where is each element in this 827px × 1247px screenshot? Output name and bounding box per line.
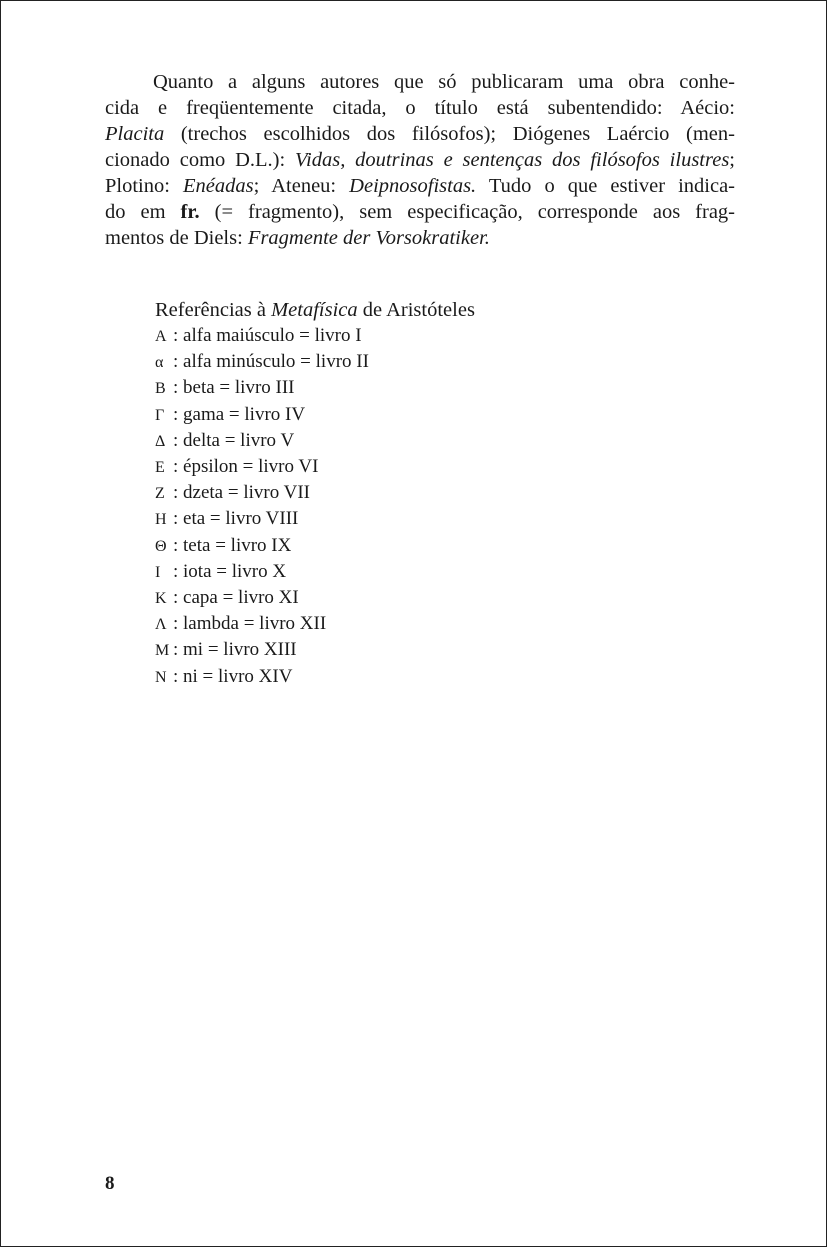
- greek-letter-symbol: Θ: [155, 537, 167, 555]
- greek-letter-symbol: Ν: [155, 668, 167, 686]
- reference-text: : delta = livro V: [173, 429, 295, 451]
- reference-text: : capa = livro XI: [173, 587, 299, 609]
- reference-item: [155, 506, 475, 532]
- reference-item: [155, 480, 475, 506]
- reference-text: : mi = livro XIII: [173, 639, 297, 661]
- reference-text: : gama = livro IV: [173, 403, 306, 425]
- reference-item: [155, 454, 475, 480]
- references-heading: [155, 297, 475, 323]
- greek-letter-symbol: Α: [155, 328, 167, 345]
- reference-item: [155, 559, 475, 585]
- greek-letter-symbol: Δ: [155, 432, 166, 450]
- vidas-title: Vidas, doutrinas e sentenças dos filósofos ilustres: [295, 149, 730, 171]
- reference-text: : eta = livro VIII: [173, 508, 299, 530]
- intro-line-5: [105, 173, 735, 199]
- reference-item: [155, 533, 475, 559]
- intro-paragraph: [105, 69, 735, 251]
- greek-letter-symbol: α: [155, 354, 164, 372]
- intro-line-7-text: mentos de Diels:: [105, 227, 243, 249]
- greek-letter-symbol: Η: [155, 511, 167, 529]
- reference-text: : ni = livro XIV: [173, 665, 293, 687]
- intro-line-1: Quanto a alguns autores que só publicaram uma obra conhe-: [153, 71, 735, 93]
- references-heading-pre: Referências à: [155, 299, 272, 321]
- references-heading-post: de Aristóteles: [357, 299, 475, 321]
- placita-title: Placita: [105, 123, 165, 145]
- reference-text: : dzeta = livro VII: [173, 482, 310, 504]
- deipnosofistas-title: Deipnosofistas.: [349, 175, 477, 197]
- metaphysics-references: [155, 297, 475, 690]
- intro-line-3-text: (trechos escolhidos dos filósofos); Diógenes Laércio (men-: [180, 123, 735, 145]
- reference-item: [155, 375, 475, 401]
- intro-line-4-text: cionado como D.L.):: [105, 149, 286, 171]
- reference-item: [155, 402, 475, 428]
- reference-list: [155, 323, 475, 690]
- greek-letter-symbol: Β: [155, 380, 166, 398]
- eneadas-title: Enéadas: [183, 175, 254, 197]
- greek-letter-symbol: Ζ: [155, 485, 165, 503]
- intro-line-7: [105, 225, 735, 251]
- reference-text: : beta = livro III: [173, 377, 295, 399]
- fr-abbrev: fr.: [180, 201, 200, 223]
- greek-letter-symbol: Κ: [155, 590, 167, 608]
- ateneu-text: ; Ateneu:: [253, 175, 350, 197]
- reference-item: [155, 664, 475, 690]
- reference-text: : lambda = livro XII: [173, 613, 327, 635]
- page-number: 8: [105, 1173, 115, 1194]
- reference-item: [155, 349, 475, 375]
- fragmente-title: Fragmente der Vorsokratiker.: [247, 227, 490, 249]
- tudo-text: Tudo o que estiver indica-: [476, 175, 736, 197]
- intro-line-4: [105, 147, 735, 173]
- reference-item: [155, 637, 475, 663]
- intro-line-3: [105, 121, 735, 147]
- metafisica-title: Metafísica: [271, 299, 358, 321]
- intro-line-6: [105, 199, 735, 225]
- greek-letter-symbol: Ι: [155, 563, 161, 581]
- reference-item: [155, 428, 475, 454]
- intro-line-2: cida e freqüentemente citada, o título está subentendido: Aécio:: [105, 97, 735, 119]
- reference-text: : iota = livro X: [173, 560, 287, 582]
- greek-letter-symbol: Λ: [155, 616, 167, 634]
- intro-line-6-text: do em: [105, 201, 166, 223]
- reference-item: [155, 323, 475, 349]
- vidas-punct: ;: [729, 149, 735, 171]
- reference-item: [155, 585, 475, 611]
- reference-text: : épsilon = livro VI: [173, 456, 319, 478]
- reference-item: [155, 611, 475, 637]
- greek-letter-symbol: Γ: [155, 406, 165, 424]
- reference-text: : alfa minúsculo = livro II: [173, 351, 369, 373]
- greek-letter-symbol: Μ: [155, 642, 170, 660]
- fr-rest: (= fragmento), sem especificação, corresponde aos frag-: [199, 201, 736, 223]
- intro-line-5-text: Plotino:: [105, 175, 170, 197]
- reference-text: : teta = livro IX: [173, 534, 292, 556]
- reference-text: : alfa maiúsculo = livro I: [173, 325, 362, 346]
- greek-letter-symbol: Ε: [155, 459, 165, 477]
